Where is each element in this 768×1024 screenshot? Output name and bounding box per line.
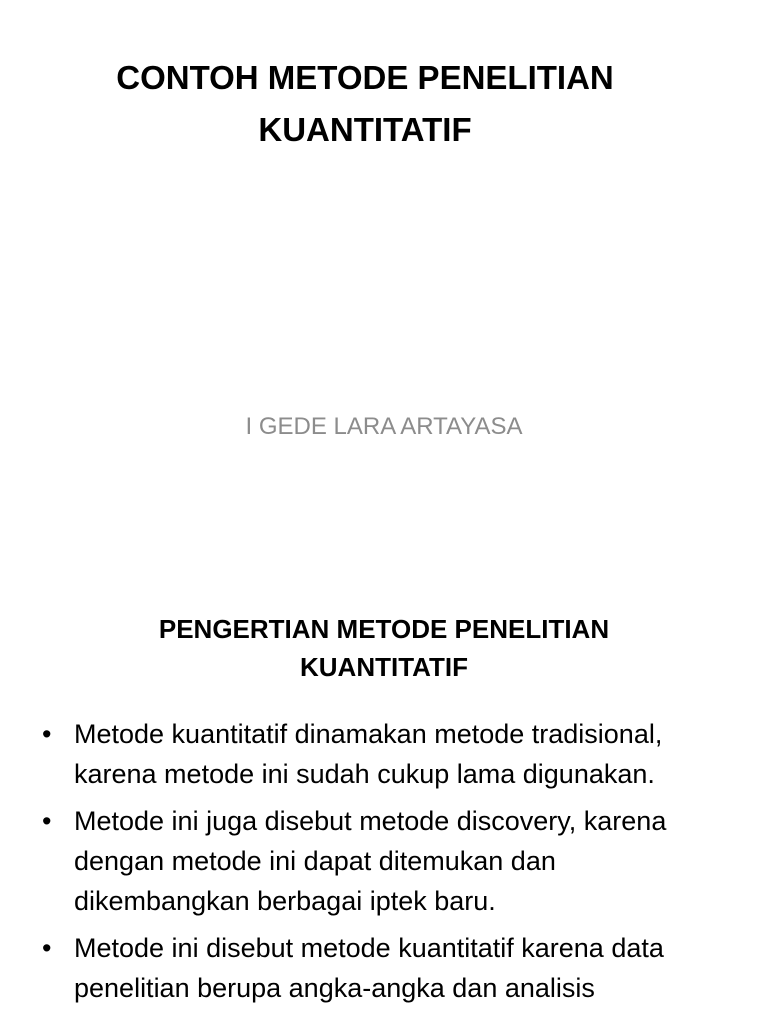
bullet-item: [40, 928, 730, 1008]
bullet-icon: •: [42, 806, 52, 836]
slide-title-line-1: CONTOH METODE PENELITIAN: [116, 59, 614, 96]
content-slide: [0, 576, 768, 1024]
slide-heading-line-1: PENGERTIAN METODE PENELITIAN: [158, 614, 610, 644]
slide-title: [60, 52, 670, 156]
slide-heading-line-2: KUANTITATIF: [300, 652, 468, 682]
bullet-item: [40, 801, 730, 921]
slide-title-line-2: KUANTITATIF: [258, 111, 472, 148]
bullet-list: [40, 714, 730, 1015]
slide-heading: [100, 610, 668, 686]
bullet-text: Metode kuantitatif dinamakan metode tradisional, karena metode ini sudah cukup lama digunakan.: [74, 719, 663, 789]
bullet-text: Metode ini disebut metode kuantitatif karena data penelitian berupa angka-angka dan analisis: [74, 933, 664, 1003]
bullet-text: Metode ini juga disebut metode discovery, karena dengan metode ini dapat ditemukan dan dikembangkan berbagai iptek baru.: [74, 806, 667, 916]
bullet-icon: •: [42, 933, 52, 963]
author-name: I GEDE LARA ARTAYASA: [245, 413, 523, 440]
bullet-icon: •: [42, 719, 52, 749]
bullet-item: [40, 714, 730, 794]
